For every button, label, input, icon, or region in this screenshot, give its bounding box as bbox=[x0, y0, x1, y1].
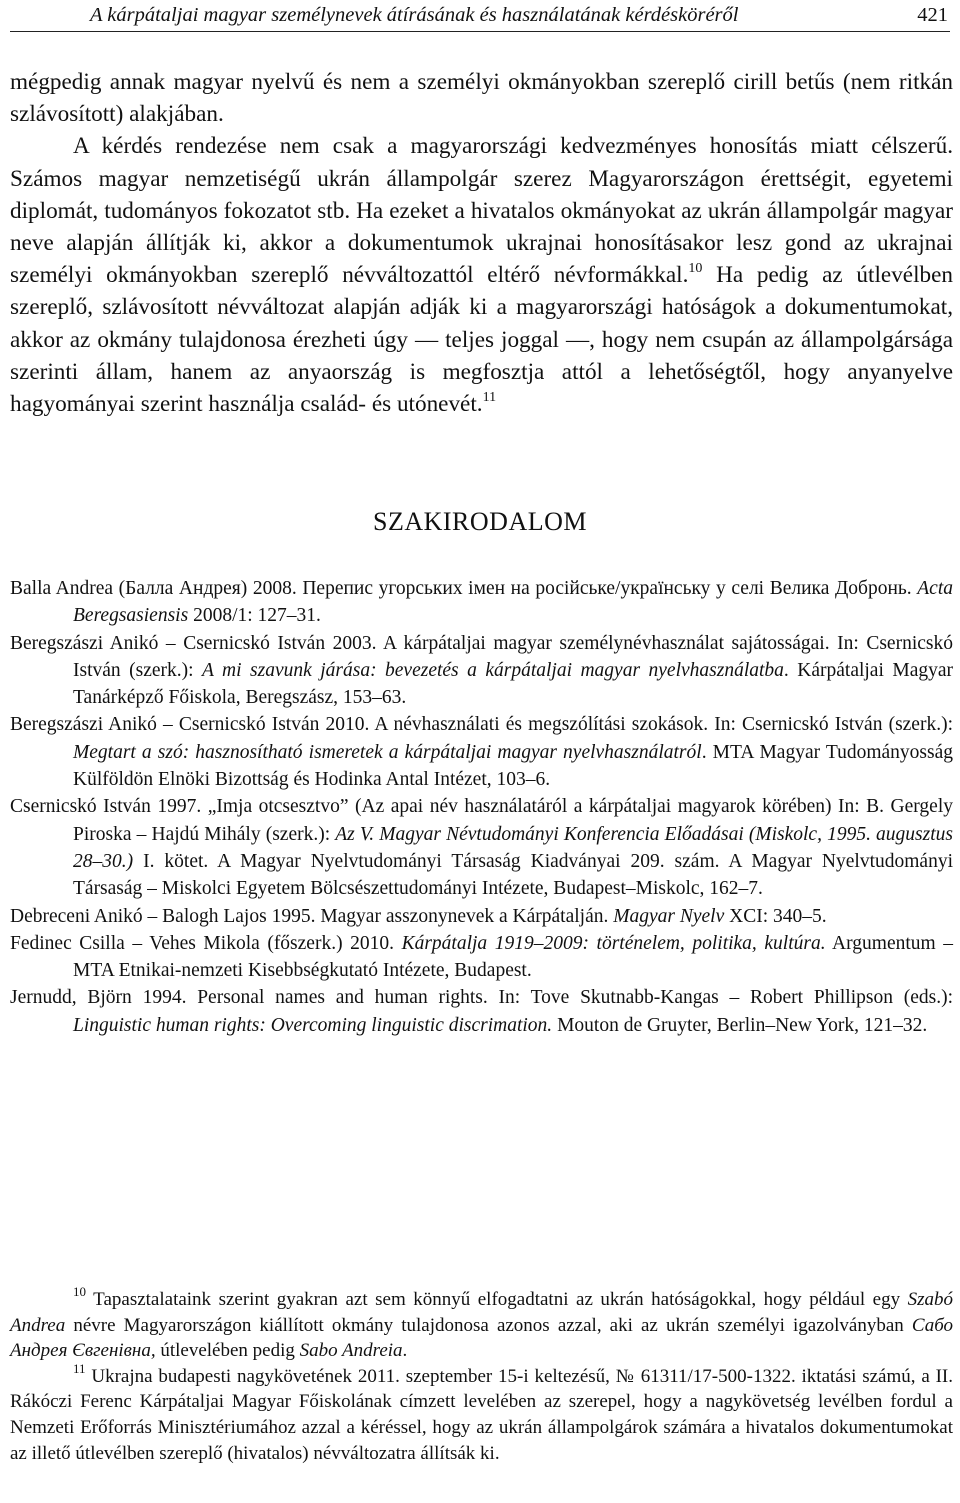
reference-title: Megtart a szó: hasznosítható ismeretek a kárpátaljai magyar nyelvhasználatról bbox=[73, 741, 702, 763]
page-number: 421 bbox=[917, 4, 948, 26]
reference-text: Debreceni Anikó – Balogh Lajos 1995. Magyar asszonynevek a Kárpátalján. bbox=[10, 905, 614, 927]
reference-text: I. kötet. A Magyar Nyelvtudományi Társaság Kiadványai 209. szám. A Magyar Nyelvtudományi Társaság – Miskolci Egyetem Bölcsészettudományi Intézete, Budapest–Miskolc, 162–7. bbox=[73, 850, 953, 900]
footnote-italic: Sabo Andreia bbox=[299, 1340, 403, 1362]
reference-entry bbox=[10, 903, 953, 930]
reference-title: Linguistic human rights: Overcoming linguistic discrimation. bbox=[73, 1014, 553, 1036]
reference-text: 2008/1: 127–31. bbox=[188, 605, 321, 627]
reference-text: Csernicskó István 1997. „Imja otcsesztvo” (Az apai név használatáról a kárpátaljai magyarok körében) In: B. Gergely Piroska – Hajdú Mihály (szerk.): bbox=[10, 796, 953, 845]
paragraph bbox=[10, 130, 953, 420]
footnote-text: Tapasztalataink szerint gyakran azt sem könnyű elfogadtatni az ukrán hatóságokkal, hogy például egy bbox=[86, 1289, 908, 1310]
reference-title: Az V. Magyar Névtudományi Konferencia Előadásai (Miskolc, 1995. augusztus 28–30.) bbox=[73, 823, 953, 872]
running-header bbox=[10, 0, 950, 32]
reference-text: Fedinec Csilla – Vehes Mikola (főszerk.) 2010. bbox=[10, 932, 402, 954]
paragraph-text: A kérdés rendezése nem csak a magyarországi kedvezményes honosítás miatt célszerű. Számos magyar nemzetiségű ukrán állampolgár szerez Magyarországon érettségit, egyetemi diplomát, tudományos fokozatot stb. Ha ezeket a hivatalos okmányokat az ukrán állampolgár magyar neve alapján állítják ki, akkor a dokumentumok ukrajnai honosításakor lesz gond az ukrajnai személyi okmányokban szereplő névváltozattól eltérő névformákkal. bbox=[10, 133, 953, 289]
footnote-number: 11 bbox=[73, 1360, 86, 1376]
reference-text: Jernudd, Björn 1994. Personal names and human rights. In: Tove Skutnabb-Kangas – Robert Phillipson (eds.): bbox=[10, 987, 953, 1009]
footnote-number: 10 bbox=[73, 1284, 86, 1299]
reference-entry bbox=[10, 793, 953, 902]
paragraph-text: Ha pedig az útlevélben szereplő, szlávosított névváltozat alapján adják ki a magyarországi hatóságok a dokumentumokat, akkor az okmány tulajdonosa érezheti úgy — teljes joggal —, hogy nem csupán az állampolgársága szerinti állam, hanem az anyaország is megfosztja attól a lehetőségtől, hogy anyanyelve hagyományai szerint használja család- és utónevét. bbox=[10, 262, 953, 418]
reference-title: Kárpátalja 1919–2009: történelem, politika, kultúra. bbox=[401, 932, 826, 954]
reference-entry bbox=[10, 711, 953, 793]
footnote-text: útlevelében pedig bbox=[155, 1340, 300, 1362]
running-title: A kárpátaljai magyar személynevek átírásának és használatának kérdésköréről bbox=[90, 4, 739, 26]
reference-entry bbox=[10, 575, 953, 630]
footnote-italic: Сабо Андрея Євгенівна, bbox=[10, 1314, 953, 1362]
reference-entry bbox=[10, 930, 953, 985]
reference-text: Argumentum – MTA Etnikai-nemzeti Kisebbségkutató Intézete, Budapest. bbox=[73, 932, 954, 982]
reference-entry bbox=[10, 630, 953, 712]
footnote-text: Ukrajna budapesti nagykövetének 2011. szeptember 15-i keltezésű, № 61311/17-500-1322. iktatási számú, a II. Rákóczi Ferenc Kárpátaljai Magyar Főiskolának címzett levelében az szerepel, hogy a nagykövetség levélben fordul a Nemzeti Erőforrás Minisztériumához azzal a kéréssel, hogy az ukrán állampolgárok számára a hivatalos dokumentumokat az illető útlevélben szereplő (hivatalos) névváltozatra állítsák ki. bbox=[10, 1365, 953, 1464]
reference-text: . MTA Magyar Tudományosság Külföldön Elnöki Bizottság és Hodinka Antal Intézet, 103–6. bbox=[73, 741, 953, 791]
paragraph: mégpedig annak magyar nyelvű és nem a személyi okmányokban szereplő cirill betűs (nem ritkán szlávosított) alakjában. bbox=[10, 69, 953, 128]
reference-text: Beregszászi Anikó – Csernicskó István 2003. A kárpátaljai magyar személynévhasználat sajátosságai. In: Csernicskó István (szerk.): bbox=[10, 632, 953, 681]
reference-text: XCI: 340–5. bbox=[724, 905, 827, 927]
footnotes bbox=[10, 1284, 953, 1466]
footnote-text: névre Magyarországon kiállított okmány tulajdonosa azonos azzal, aki az ukrán személyi igazolványban bbox=[65, 1314, 912, 1336]
footnote-ref-10[interactable]: 10 bbox=[688, 261, 703, 277]
reference-title: A mi szavunk járása: bevezetés a kárpátaljai magyar nyelvhasználatba bbox=[202, 659, 784, 681]
reference-text: . Kárpátaljai Magyar Tanárképző Főiskola, Beregszász, 153–63. bbox=[73, 659, 953, 709]
reference-entry bbox=[10, 984, 953, 1039]
reference-title: Acta Beregsasiensis bbox=[73, 578, 953, 627]
section-heading: SZAKIRODALOM bbox=[373, 507, 587, 536]
footnote-italic: Szabó Andrea bbox=[10, 1289, 953, 1336]
footnote-11 bbox=[10, 1360, 953, 1466]
bibliography bbox=[10, 575, 953, 1039]
footnote-ref-11[interactable]: 11 bbox=[482, 390, 497, 406]
reference-text: Balla Andrea (Балла Андрея) 2008. Перепис угорських імен на російське/українську у селі Велика Добронь. bbox=[10, 578, 918, 599]
reference-text: Beregszászi Anikó – Csernicskó István 2010. A névhasználati és megszólítási szokások. In: Csernicskó István (szerk.): bbox=[10, 714, 953, 736]
reference-text: Mouton de Gruyter, Berlin–New York, 121–32. bbox=[552, 1014, 928, 1036]
main-text bbox=[10, 66, 953, 420]
reference-title: Magyar Nyelv bbox=[613, 905, 725, 927]
footnote-10 bbox=[10, 1284, 953, 1364]
footnote-text: . bbox=[402, 1340, 408, 1362]
